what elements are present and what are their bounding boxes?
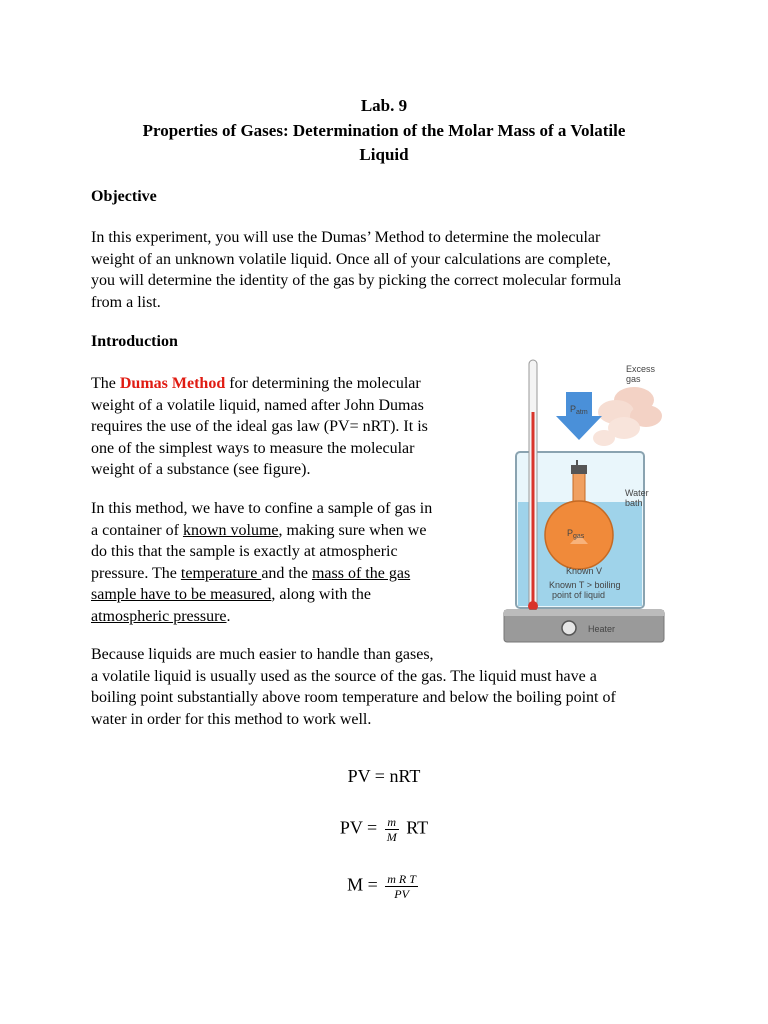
water-bath-label-2: bath [625, 498, 643, 508]
mass-underline: mass of the gas [311, 564, 411, 582]
intro-p2-line: do this that the sample is exactly at atmospheric [91, 543, 398, 560]
intro-p1-line: requires the use of the ideal gas law (PV= nRT). It is [91, 418, 428, 435]
intro-p1-line [91, 373, 481, 395]
measured-underline: sample have to be measured [91, 586, 272, 603]
heater-label: Heater [588, 624, 616, 634]
known-t-label-2: point of liquid [552, 590, 606, 600]
intro-p2-line: In this method, we have to confine a sample of gas in [91, 500, 433, 517]
intro-p1-line: one of the simplest ways to measure the molecular [91, 439, 415, 457]
flask-stopper [571, 465, 587, 474]
intro-paragraph-3 [91, 644, 681, 730]
text-run: and the [261, 564, 312, 582]
intro-p3-line: a volatile liquid is usually used as the source of the gas. The liquid must have a [91, 667, 597, 685]
objective-line: weight of an unknown volatile liquid. Once all of your calculations are complete, [91, 250, 611, 268]
excess-gas-cloud [593, 387, 662, 446]
intro-p1-line: weight of a volatile liquid, named after John Dumas [91, 396, 424, 414]
text-run: a container of [91, 521, 183, 539]
intro-p2-line [91, 520, 481, 542]
pgas-subscript: gas [573, 533, 585, 540]
known-v-label: Known V [566, 566, 603, 576]
excess-gas-label-1: Excess [626, 364, 656, 374]
patm-symbol: P [570, 404, 577, 414]
intro-p2-line [91, 606, 481, 628]
objective-paragraph [91, 227, 681, 313]
title-line-1: Properties of Gases: Determination of the Molar Mass of a Volatile [142, 121, 626, 140]
introduction-heading: Introduction [91, 333, 178, 350]
objective-line: from a list. [91, 293, 161, 311]
water-bath-label-1: Water [625, 488, 649, 498]
heater-top [504, 610, 664, 616]
lab-number: Lab. 9 [360, 96, 408, 115]
eq3-numerator: m R T [387, 872, 416, 886]
eq3-denominator: PV [394, 887, 409, 901]
equation-ideal-gas: PV = nRT [347, 766, 421, 786]
patm-subscript: atm [576, 409, 588, 416]
eq2-numerator: m [385, 815, 399, 830]
intro-p1-line: weight of a substance (see figure). [91, 461, 311, 478]
pgas-symbol: P [567, 528, 574, 538]
equation-pv-mass [0, 815, 768, 844]
objective-line: you will determine the identity of the gas by picking the correct molecular formula [91, 272, 622, 289]
text-run: for determining the molecular [225, 375, 421, 392]
patm-arrow [556, 392, 602, 440]
equation-molar-mass [0, 872, 768, 901]
intro-paragraph-2 [91, 498, 481, 627]
text-run: pressure. The [91, 564, 181, 582]
atmospheric-pressure-underline: atmospheric pressure [91, 607, 227, 625]
title-line-2: Liquid [359, 145, 409, 164]
text-run: . [226, 607, 231, 625]
fraction-m-over-M [385, 815, 399, 844]
heater-knob-icon [562, 621, 576, 635]
intro-p3-line: water in order for this method to work well. [91, 710, 372, 728]
dumas-apparatus-figure [496, 352, 676, 644]
intro-p3-line: boiling point substantially above room temperature and below the boiling point of [91, 689, 616, 706]
fraction-mRT-over-PV [385, 872, 418, 901]
objective-heading: Objective [91, 188, 157, 205]
intro-p3-line: Because liquids are much easier to handle than gases, [91, 646, 434, 663]
excess-gas-label-2: gas [626, 374, 641, 384]
objective-line: In this experiment, you will use the Dumas’ Method to determine the molecular [91, 229, 601, 246]
text-run: , along with the [271, 586, 371, 603]
known-volume-underline: known volume [182, 521, 279, 539]
eq3-left: M = [347, 874, 378, 895]
temperature-underline: temperature [180, 564, 262, 582]
eq2-left: PV = [339, 817, 378, 838]
intro-paragraph-1 [91, 373, 481, 481]
thermometer-liquid [532, 412, 535, 602]
text-run: The [91, 375, 120, 392]
eq2-right: RT [406, 817, 429, 838]
intro-p2-line [91, 584, 481, 606]
known-t-label-1: Known T > boiling [549, 580, 621, 590]
intro-p2-line [91, 563, 481, 585]
eq2-denominator: M [386, 830, 397, 844]
text-run: , making sure when we [278, 521, 427, 539]
dumas-method-highlight: Dumas Method [119, 375, 226, 392]
